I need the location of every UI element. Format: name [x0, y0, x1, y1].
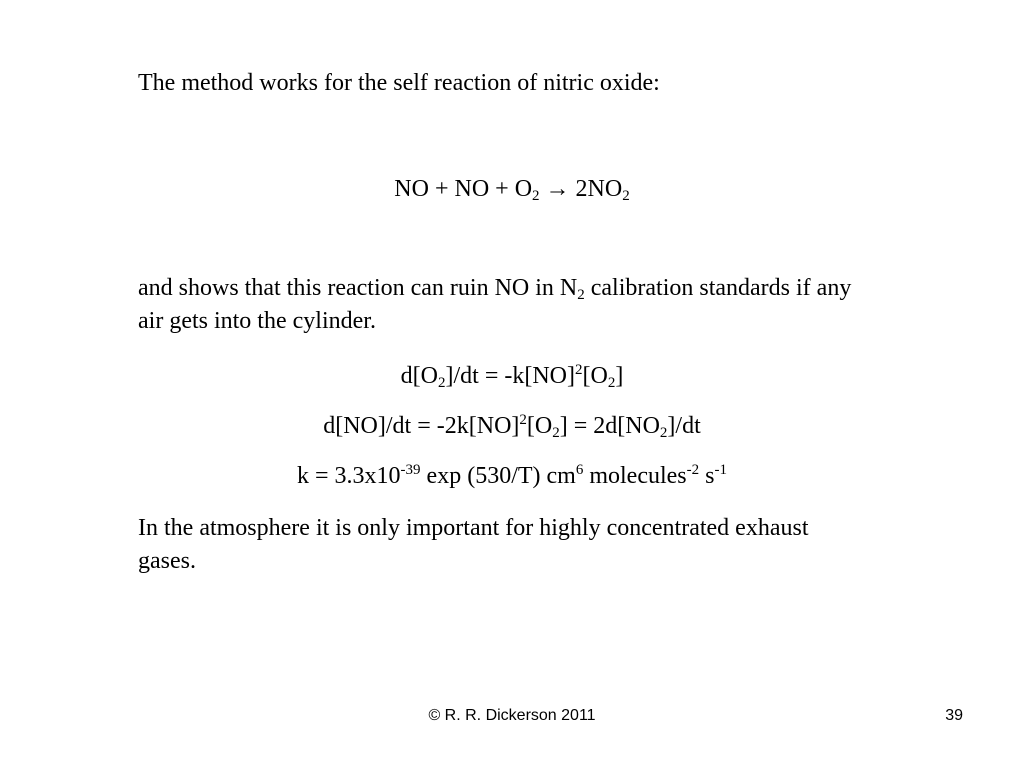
equation-part: d[O	[400, 363, 438, 389]
equation-part: ]	[615, 363, 624, 389]
equation-superscript: 6	[575, 462, 584, 478]
equation-part: d[NO]/dt = -2k[NO]	[323, 413, 520, 439]
equation-part: exp (530/T) cm	[420, 463, 576, 489]
reaction-subscript: 2	[532, 188, 540, 204]
reaction-subscript: 2	[622, 188, 630, 204]
equation-part: [O	[582, 363, 608, 389]
intro-text: The method works for the self reaction of nitric oxide:	[138, 70, 660, 96]
equation-superscript: 2	[575, 362, 583, 378]
calibration-paragraph	[138, 272, 858, 338]
equation-part: s	[699, 463, 715, 489]
equation-subscript: 2	[659, 425, 668, 441]
paragraph-part: calibration standards if any air gets into the cylinder.	[138, 275, 852, 334]
rate-constant-equation	[0, 461, 1024, 491]
equation-superscript: -39	[400, 462, 421, 478]
paragraph-subscript: 2	[577, 287, 585, 303]
equation-part: ]/dt = -k[NO]	[445, 363, 575, 389]
equation-superscript: 2	[519, 412, 527, 428]
rate-equation-o2	[0, 361, 1024, 391]
equation-part: [O	[526, 413, 553, 439]
equation-part: molecules	[583, 463, 687, 489]
equation-subscript: 2	[607, 375, 616, 391]
reaction-part: → 2NO	[539, 176, 623, 202]
footer-copyright: © R. R. Dickerson 2011	[428, 707, 596, 724]
slide-number: 39	[945, 707, 963, 724]
reaction-part: NO + NO + O	[394, 176, 533, 202]
equation-part: ] = 2d[NO	[559, 413, 660, 439]
equation-superscript: -2	[686, 462, 700, 478]
equation-subscript: 2	[552, 425, 560, 441]
atmosphere-paragraph: In the atmosphere it is only important for highly concentrated exhaust gases.	[138, 515, 809, 574]
equation-part: ]/dt	[667, 413, 701, 439]
rate-equation-no	[0, 411, 1024, 441]
equation-part: k = 3.3x10	[297, 463, 401, 489]
reaction-equation	[0, 174, 1024, 204]
paragraph-part: and shows that this reaction can ruin NO in N	[138, 275, 578, 301]
equation-subscript: 2	[437, 375, 446, 391]
equation-superscript: -1	[714, 462, 727, 478]
